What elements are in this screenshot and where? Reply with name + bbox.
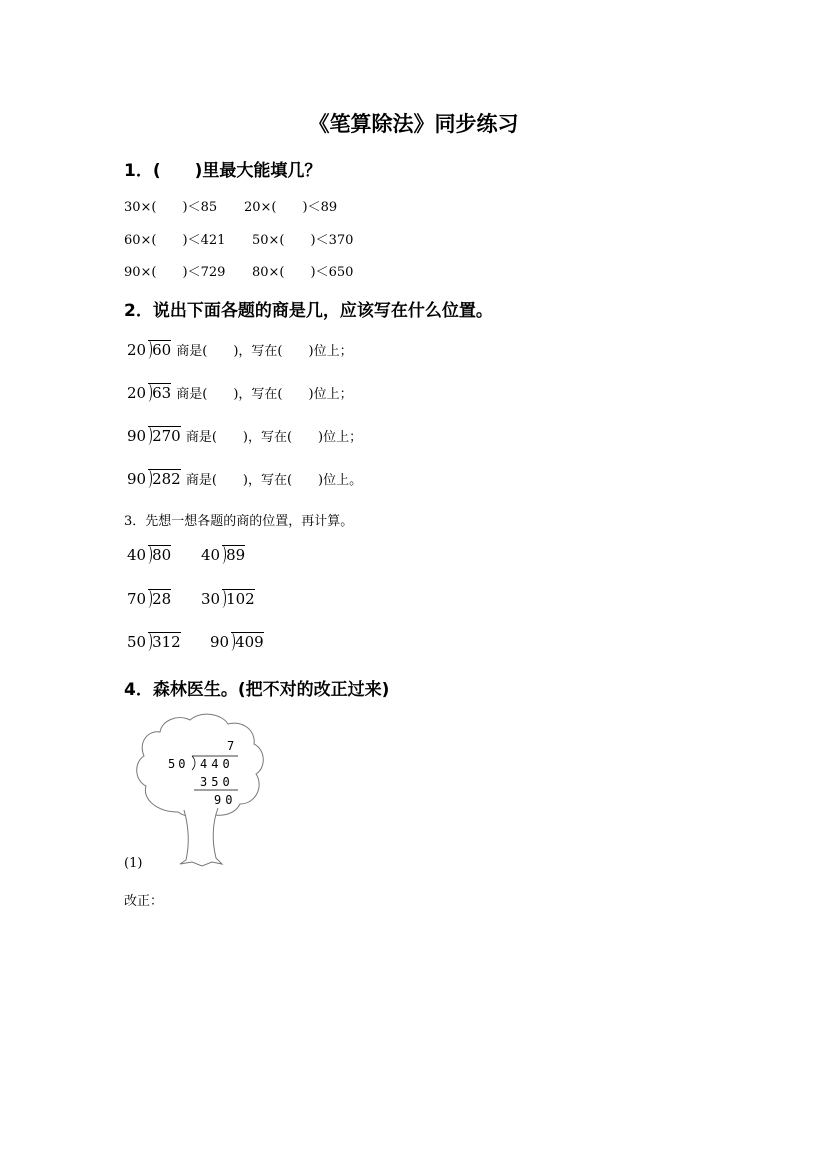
q2-item-1 — [127, 340, 353, 359]
q4-problem-label: (1) — [124, 856, 143, 871]
dividend: 28 — [148, 589, 171, 608]
q1-row-2-a: 60×( )＜421 — [124, 233, 226, 248]
tree-quotient: 7 — [227, 739, 235, 753]
q3-problem-2 — [201, 545, 245, 564]
q3-problem-1 — [127, 545, 171, 564]
q1-row-3-b: 80×( )＜650 — [252, 265, 354, 280]
long-division — [127, 340, 171, 359]
q2-item-text: 商是( )，写在( )位上； — [176, 344, 353, 359]
divisor: 20 — [127, 384, 147, 402]
tree-trunk — [180, 808, 222, 866]
long-division — [201, 589, 255, 608]
tree-dividend: 440 — [200, 757, 234, 771]
long-division — [127, 426, 181, 445]
q3-problem-3 — [127, 589, 171, 608]
q2-item-4 — [127, 469, 362, 488]
q1-row-3-a: 90×( )＜729 — [124, 265, 226, 280]
long-division — [127, 469, 181, 488]
tree-product: 350 — [200, 775, 234, 789]
long-division — [127, 632, 181, 651]
q1-row-1-b: 20×( )＜89 — [244, 200, 338, 215]
q3-heading: 3．先想一想各题的商的位置，再计算。 — [124, 514, 354, 529]
divisor: 20 — [127, 341, 147, 359]
long-division — [127, 545, 171, 564]
dividend: 89 — [222, 545, 245, 564]
q1-row-2-b: 50×( )＜370 — [252, 233, 354, 248]
q3-problem-5 — [127, 632, 181, 651]
long-division — [201, 545, 245, 564]
tree-remainder: 90 — [214, 793, 237, 807]
q4-heading: 4．森林医生。(把不对的改正过来) — [124, 680, 390, 700]
q2-item-text: 商是( )，写在( )位上。 — [185, 473, 363, 488]
q1-row-1-a: 30×( )＜85 — [124, 200, 218, 215]
long-division — [127, 383, 171, 402]
tree-divisor: 50 — [168, 757, 189, 771]
q2-item-text: 商是( )，写在( )位上； — [185, 430, 363, 445]
dividend: 270 — [148, 426, 181, 445]
dividend: 63 — [148, 383, 171, 402]
divisor: 30 — [201, 590, 221, 608]
divisor: 90 — [127, 427, 147, 445]
dividend: 312 — [148, 632, 181, 651]
divisor: 40 — [201, 546, 221, 564]
long-division — [210, 632, 264, 651]
q2-item-text: 商是( )，写在( )位上； — [176, 387, 353, 402]
q1-heading: 1．( )里最大能填几？ — [124, 161, 322, 181]
q3-problem-4 — [201, 589, 255, 608]
q4-correction-label: 改正： — [124, 894, 164, 909]
q2-heading: 2．说出下面各题的商是几，应该写在什么位置。 — [124, 301, 493, 321]
dividend: 80 — [148, 545, 171, 564]
page-title: 《笔算除法》同步练习 — [308, 112, 519, 136]
divisor: 40 — [127, 546, 147, 564]
dividend: 282 — [148, 469, 181, 488]
q3-problem-6 — [210, 632, 264, 651]
dividend: 409 — [231, 632, 264, 651]
divisor: 90 — [210, 633, 230, 651]
divisor: 70 — [127, 590, 147, 608]
dividend: 102 — [222, 589, 255, 608]
dividend: 60 — [148, 340, 171, 359]
divisor: 90 — [127, 470, 147, 488]
long-division — [127, 589, 171, 608]
q2-item-2 — [127, 383, 353, 402]
q2-item-3 — [127, 426, 362, 445]
tree-illustration — [130, 712, 270, 868]
divisor: 50 — [127, 633, 147, 651]
